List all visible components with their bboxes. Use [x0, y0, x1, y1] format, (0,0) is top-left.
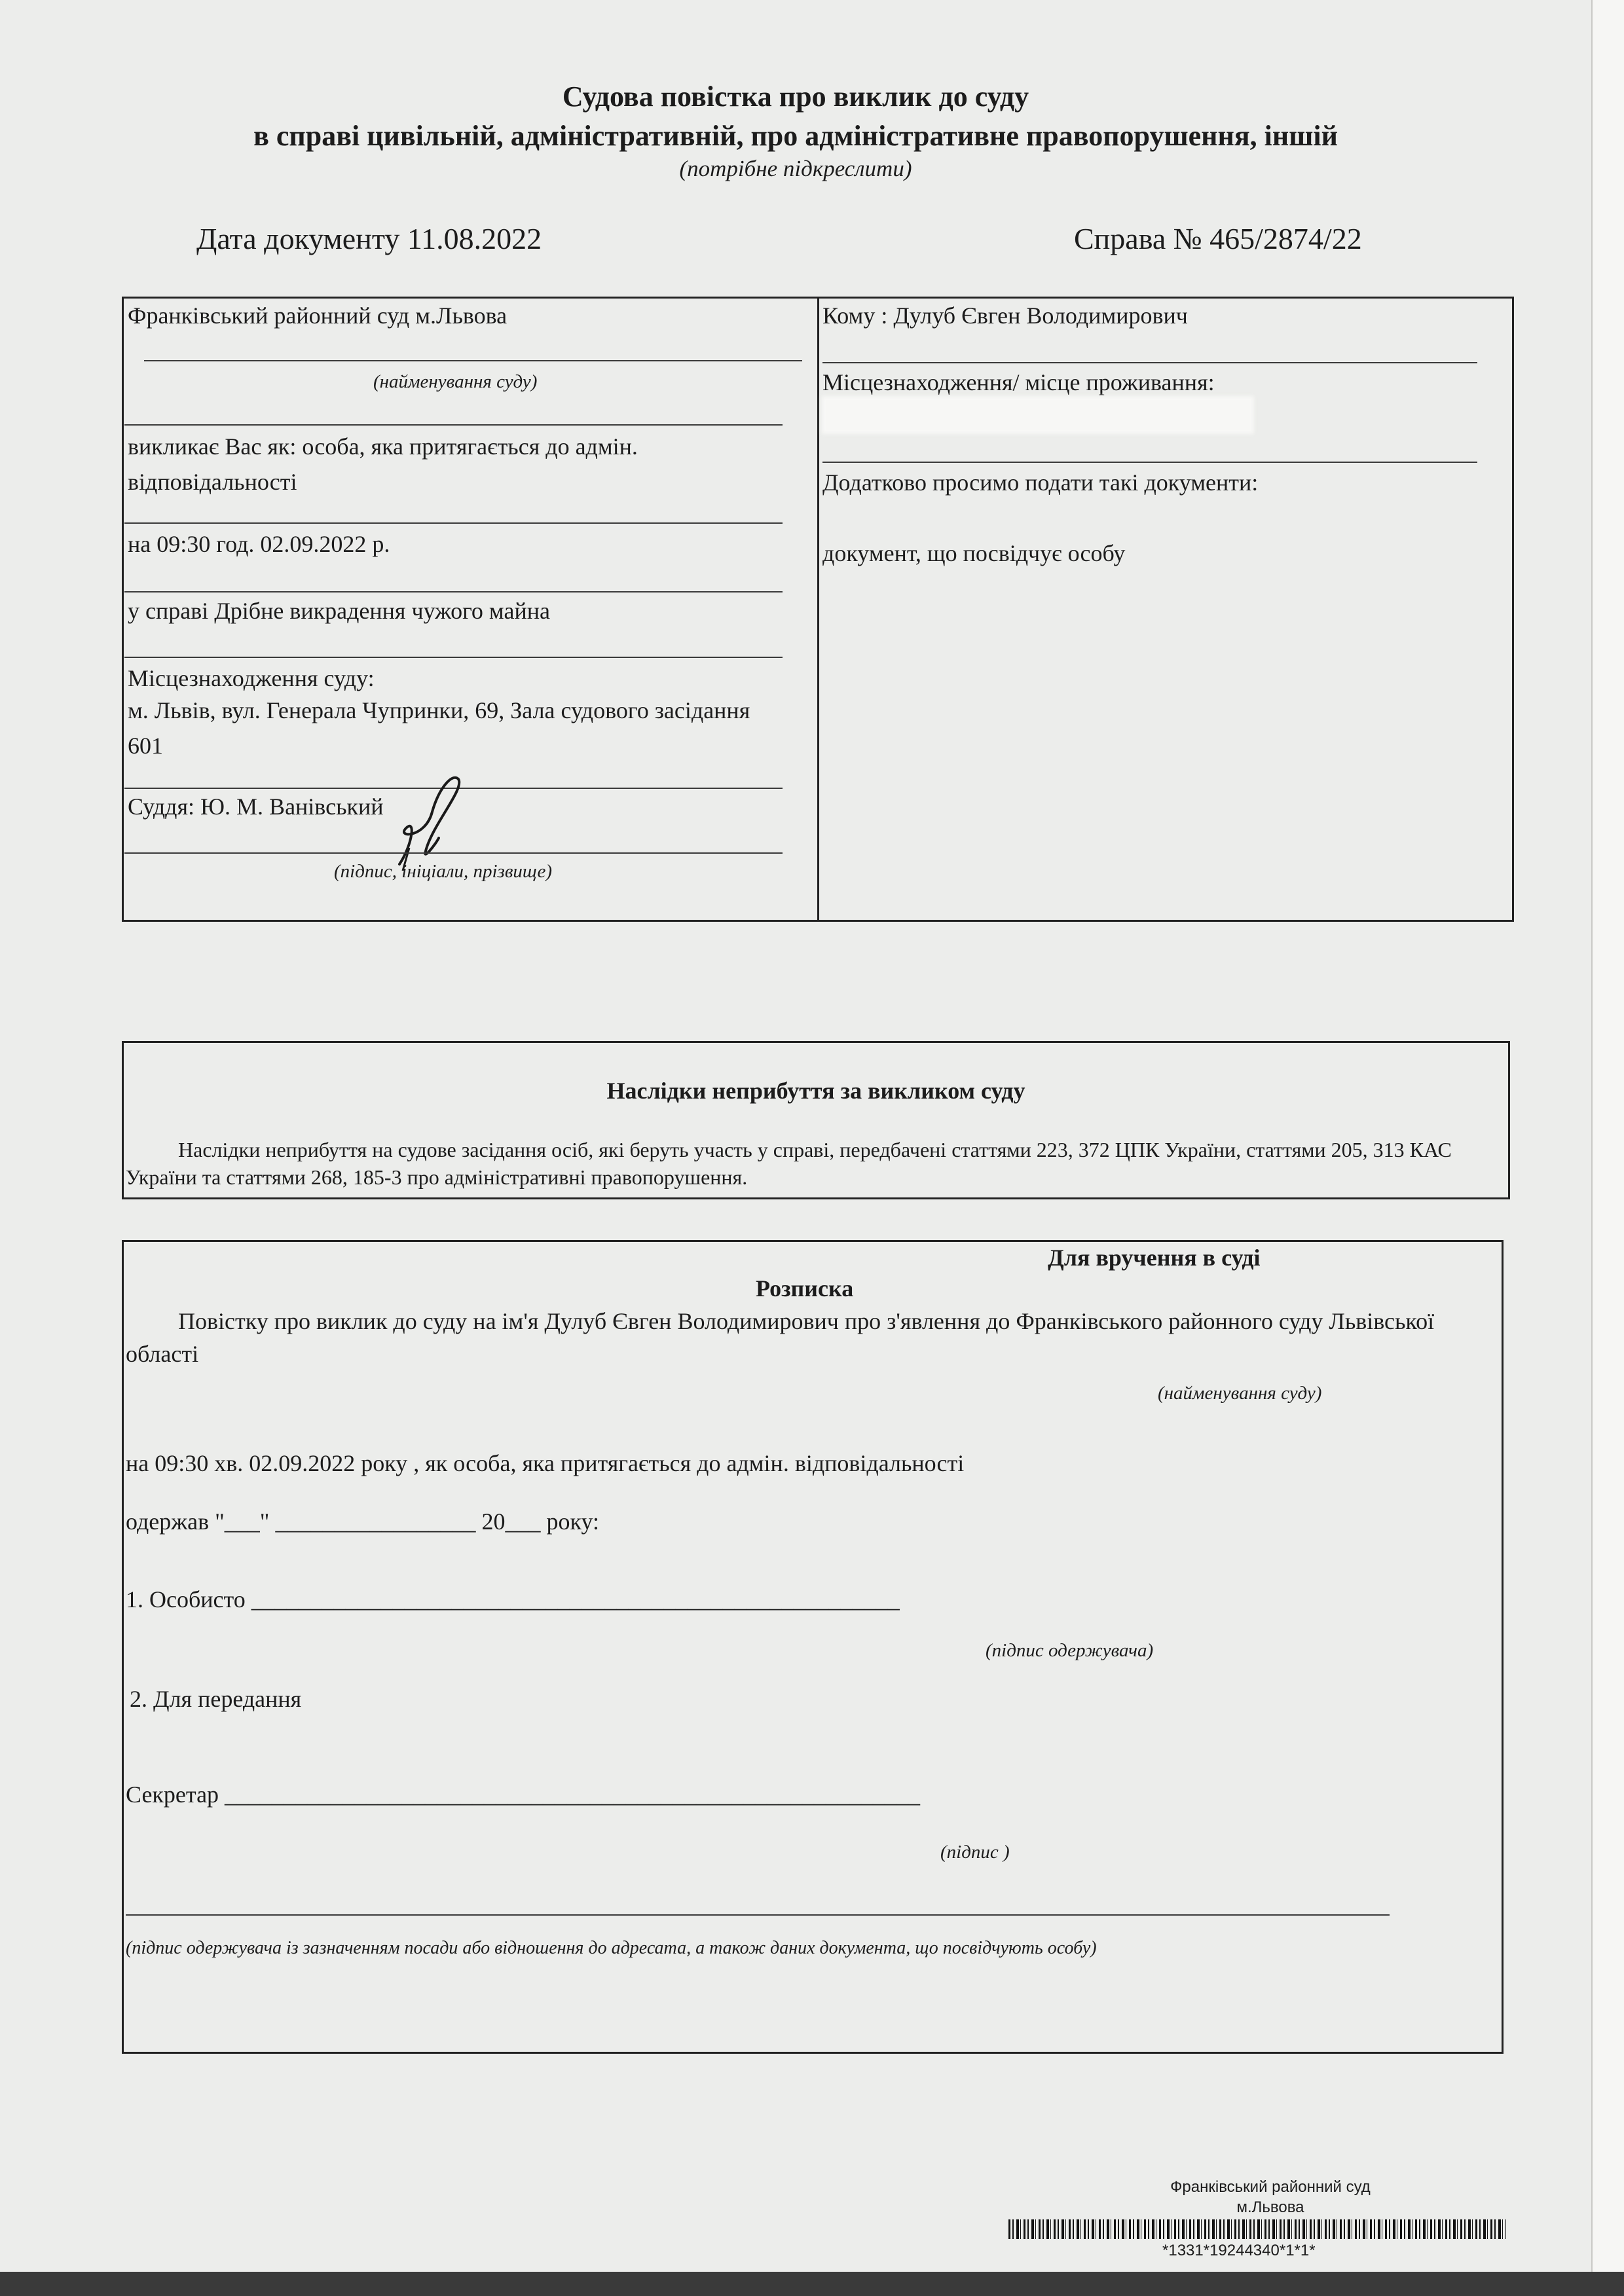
- table-divider: [817, 297, 819, 922]
- hearing-time: на 09:30 год. 02.09.2022 р.: [128, 531, 390, 557]
- received-date-field: одержав "___" _________________ 20___ року:: [126, 1508, 600, 1535]
- footer-city: м.Львова: [1236, 2198, 1304, 2216]
- for-court-label: Для вручення в суді: [1048, 1245, 1261, 1271]
- title-note: (потрібне підкреслити): [679, 156, 912, 181]
- court-location-label: Місцезнаходження суду:: [128, 665, 375, 691]
- field-line: [144, 360, 802, 361]
- personally-signature-field: 1. Особисто _______________________________________________________: [126, 1586, 900, 1613]
- case-number: Справа № 465/2874/22: [1074, 222, 1362, 255]
- field-line: [124, 852, 783, 854]
- judge: Суддя: Ю. М. Ванівський: [128, 793, 384, 820]
- secretary-caption: (підпис ): [940, 1842, 1010, 1863]
- court-location: м. Львів, вул. Генерала Чупринки, 69, Зала судового засідання 601: [128, 697, 750, 759]
- scan-border: [0, 2272, 1624, 2296]
- footer-court: Франківський районний суд: [1170, 2178, 1371, 2196]
- recipient: Кому : Дулуб Євген Володимирович: [822, 302, 1188, 329]
- address-label: Місцезнаходження/ місце проживання:: [822, 369, 1215, 395]
- personally-caption: (підпис одержувача): [986, 1640, 1154, 1661]
- document-title: Судова повістка про виклик до суду: [562, 81, 1029, 113]
- called-as: викликає Вас як: особа, яка притягається до адмін. відповідальності: [128, 433, 638, 495]
- court-name: Франківський районний суд м.Львова: [128, 302, 507, 329]
- document-title-line2: в справі цивільній, адміністративній, про адміністративне правопорушення, іншій: [253, 120, 1338, 152]
- document-date: Дата документу 11.08.2022: [196, 222, 542, 255]
- secretary-signature-field: Секретар ___________________________________________________________: [126, 1781, 921, 1808]
- consequences-text: Наслідки неприбуття на судове засідання осіб, які беруть участь у справі, передбачені статтями 223, 372 ЦПК України, статтями 205, 313 КАС України та статтями 268, 185-3 про адміністративні правопорушення.: [126, 1138, 1452, 1189]
- field-line: [124, 657, 783, 658]
- court-name-caption: (найменування суду): [373, 371, 538, 392]
- field-line: [822, 362, 1477, 363]
- case-subject: у справі Дрібне викрадення чужого майна: [128, 598, 550, 624]
- signature-line: [126, 1914, 1390, 1916]
- receipt-time-line: на 09:30 хв. 02.09.2022 року , як особа, яка притягається до адмін. відповідальності: [126, 1450, 965, 1476]
- required-documents: документ, що посвідчує особу: [822, 540, 1126, 566]
- documents-label: Додатково просимо подати такі документи:: [822, 469, 1259, 496]
- receipt-court-caption: (найменування суду): [1158, 1383, 1322, 1404]
- field-line: [124, 591, 783, 592]
- receipt-title: Розписка: [756, 1275, 854, 1302]
- field-line: [124, 522, 783, 524]
- for-transfer-label: 2. Для передання: [130, 1686, 302, 1712]
- consequences-title: Наслідки неприбуття за викликом суду: [606, 1078, 1025, 1104]
- judge-signature: [386, 766, 491, 871]
- redacted-address: [822, 396, 1254, 434]
- paper-edge: [1591, 0, 1624, 2296]
- recipient-signature-caption: (підпис одержувача із зазначенням посади або відношення до адресата, а також даних документа, що посвідчують особу): [126, 1938, 1097, 1958]
- field-line: [822, 462, 1477, 463]
- barcode: [1008, 2219, 1506, 2239]
- barcode-text: *1331*19244340*1*1*: [1162, 2242, 1316, 2259]
- receipt-body: Повістку про виклик до суду на ім'я Дулуб Євген Володимирович про з'явлення до Франківського районного суду Львівської області: [126, 1308, 1435, 1368]
- judge-caption: (підпис, ініціали, прізвище): [334, 861, 553, 882]
- field-line: [124, 424, 783, 426]
